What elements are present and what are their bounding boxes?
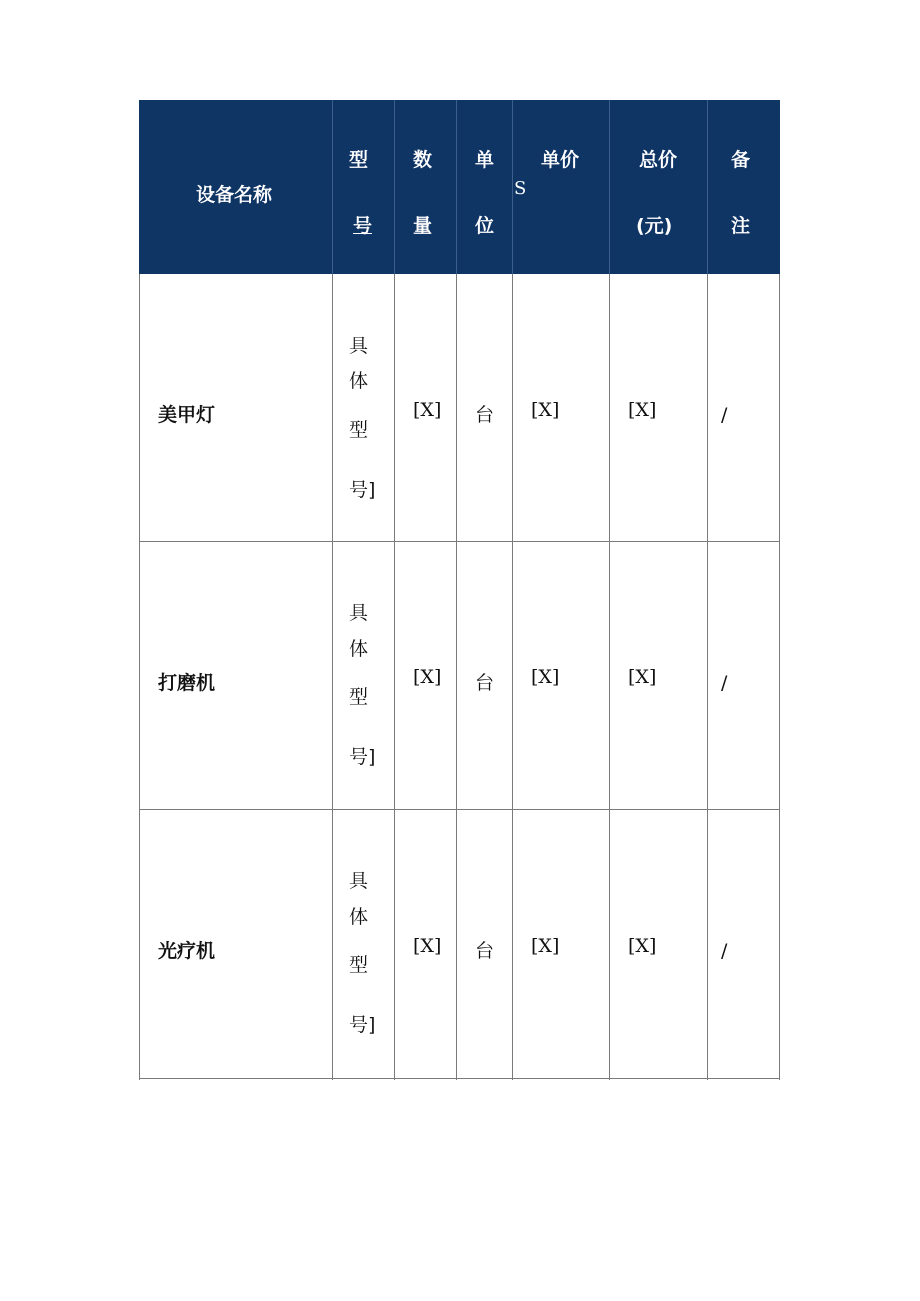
column-divider: [707, 274, 708, 1080]
model-line: 体: [349, 638, 369, 660]
quantity-value: [X]: [413, 666, 442, 688]
header-divider: [707, 100, 708, 274]
header-divider: [394, 100, 395, 274]
header-total-line2: (元): [636, 215, 673, 237]
header-remark-line2: 注: [731, 215, 751, 237]
total-price-value: [X]: [628, 399, 657, 421]
column-divider: [139, 274, 140, 1080]
header-unit-line1: 单: [475, 149, 495, 171]
header-divider: [609, 100, 610, 274]
column-divider: [394, 274, 395, 1080]
equipment-name: 打磨机: [158, 672, 216, 694]
model-line: 具: [349, 335, 369, 357]
model-line: 体: [349, 906, 369, 928]
total-price-value: [X]: [628, 935, 657, 957]
model-line: 号]: [349, 1014, 376, 1036]
row-divider: [139, 1078, 780, 1079]
header-model-line2: 号: [353, 215, 373, 237]
quantity-value: [X]: [413, 935, 442, 957]
header-total-line1: 总价: [639, 149, 678, 171]
column-divider: [609, 274, 610, 1080]
model-line: 型: [349, 954, 369, 976]
model-line: 型: [349, 419, 369, 441]
column-divider: [456, 274, 457, 1080]
unit-price-value: [X]: [531, 666, 560, 688]
header-divider: [456, 100, 457, 274]
unit-value: 台: [475, 672, 495, 694]
unit-value: 台: [475, 940, 495, 962]
header-equipment-name: 设备名称: [196, 184, 273, 206]
row-divider: [139, 541, 780, 542]
model-line: 体: [349, 370, 369, 392]
model-line: 号]: [349, 746, 376, 768]
unit-price-value: [X]: [531, 399, 560, 421]
remark-value: /: [721, 672, 728, 694]
unit-price-value: [X]: [531, 935, 560, 957]
model-line: 具: [349, 870, 369, 892]
header-qty-line1: 数: [413, 149, 433, 171]
column-divider: [332, 274, 333, 1080]
model-line: 具: [349, 602, 369, 624]
column-divider: [779, 274, 780, 1080]
column-divider: [512, 274, 513, 1080]
header-unit-price: 单价: [541, 149, 580, 171]
header-unit-price-mark: S: [514, 178, 527, 199]
quantity-value: [X]: [413, 399, 442, 421]
header-qty-line2: 量: [413, 215, 433, 237]
header-model-line1: 型: [349, 149, 369, 171]
remark-value: /: [721, 940, 728, 962]
remark-value: /: [721, 404, 728, 426]
header-divider: [512, 100, 513, 274]
total-price-value: [X]: [628, 666, 657, 688]
equipment-name: 美甲灯: [158, 404, 216, 426]
row-divider: [139, 809, 780, 810]
equipment-name: 光疗机: [158, 940, 216, 962]
model-line: 号]: [349, 479, 376, 501]
unit-value: 台: [475, 404, 495, 426]
header-unit-line2: 位: [475, 215, 495, 237]
header-remark-line1: 备: [731, 149, 751, 171]
header-divider: [332, 100, 333, 274]
model-line: 型: [349, 686, 369, 708]
